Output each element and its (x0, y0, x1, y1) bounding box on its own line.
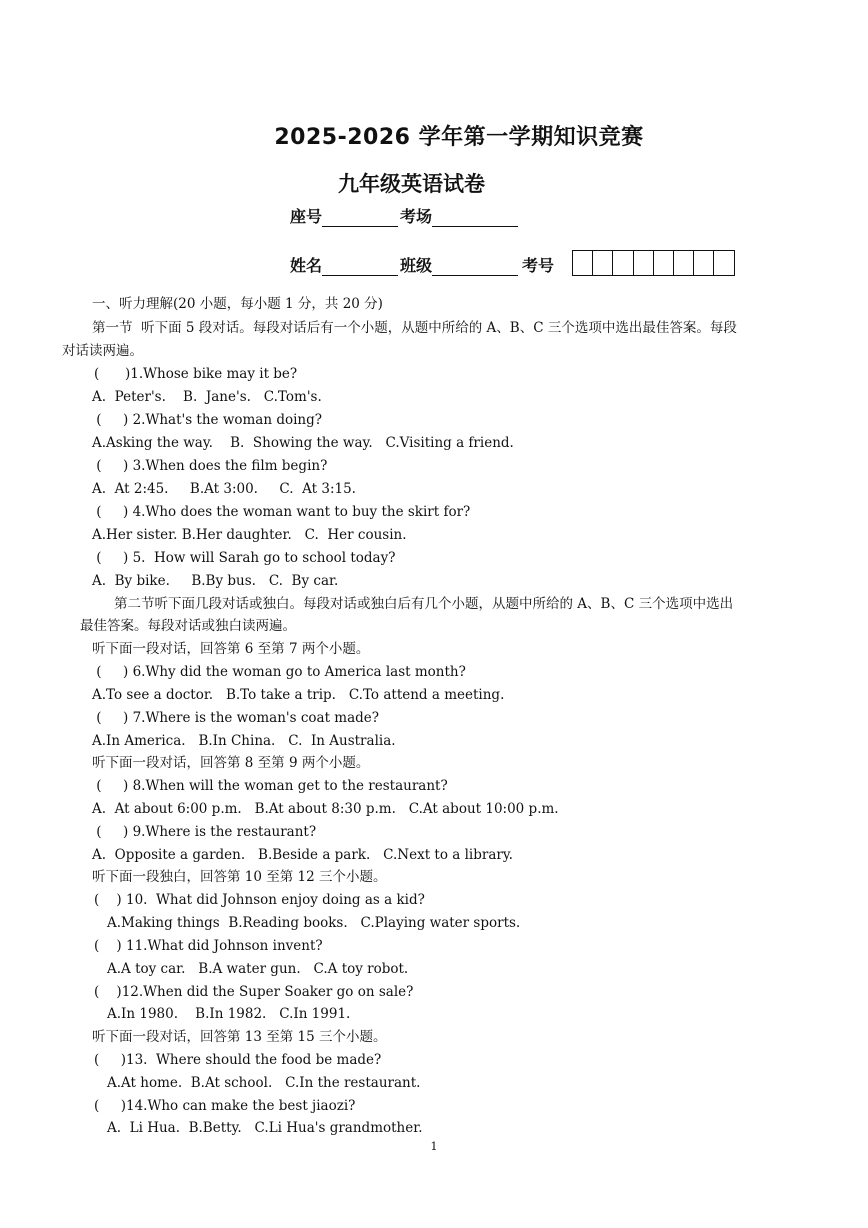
id-box[interactable] (674, 251, 694, 275)
question-line: ( )13. Where should the food be made? (94, 1052, 382, 1068)
seat-room-row (290, 204, 520, 227)
section-heading: 一、听力理解(20 小题，每小题 1 分，共 20 分) (92, 296, 383, 312)
options-line: A.Asking the way. B. Showing the way. C.Visiting a friend. (92, 435, 514, 451)
options-line: A.To see a doctor. B.To take a trip. C.To attend a meeting. (92, 687, 505, 703)
question-line: ( )1.Whose bike may it be? (94, 366, 298, 382)
options-line: A. By bike. B.By bus. C. By car. (92, 573, 339, 589)
options-line: A.A toy car. B.A water gun. C.A toy robot. (107, 961, 409, 977)
question-line: ( ) 4.Who does the woman want to buy the skirt for? (92, 504, 471, 520)
options-line: A.Making things B.Reading books. C.Playing water sports. (107, 915, 521, 931)
id-box[interactable] (613, 251, 633, 275)
instruction-line: 听下面一段独白，回答第 10 至第 12 三个小题。 (92, 869, 387, 885)
question-line: ( ) 3.When does the film begin? (92, 458, 328, 474)
id-box[interactable] (634, 251, 654, 275)
options-line: A. Opposite a garden. B.Beside a park. C.Next to a library. (92, 847, 513, 863)
exam-title: 2025-2026 学年第一学期知识竞赛 (274, 125, 644, 150)
seat-field[interactable] (322, 208, 398, 227)
question-line: ( )14.Who can make the best jiaozi? (94, 1098, 356, 1114)
page-number: 1 (430, 1140, 438, 1153)
room-label: 考场 (400, 207, 433, 226)
name-field[interactable] (322, 257, 398, 276)
id-box[interactable] (714, 251, 733, 275)
options-line: A.Her sister. B.Her daughter. C. Her cousin. (92, 527, 407, 543)
id-box[interactable] (573, 251, 593, 275)
instruction-line: 听下面一段对话，回答第 6 至第 7 两个小题。 (92, 641, 370, 657)
seat-label: 座号 (290, 207, 323, 226)
question-line: ( ) 7.Where is the woman's coat made? (92, 710, 380, 726)
question-line: ( ) 10. What did Johnson enjoy doing as a kid? (94, 892, 425, 908)
question-line: ( ) 6.Why did the woman go to America last month? (92, 664, 466, 680)
options-line: A. At 2:45. B.At 3:00. C. At 3:15. (92, 481, 356, 497)
instruction-line: 第一节 听下面 5 段对话。每段对话后有一个小题，从题中所给的 A、B、C 三个选项中选出最佳答案。每段 (92, 320, 737, 336)
question-line: ( )12.When did the Super Soaker go on sale? (94, 984, 414, 1000)
options-line: A. Peter's. B. Jane's. C.Tom's. (92, 389, 322, 405)
options-line: A. At about 6:00 p.m. B.At about 8:30 p.m. C.At about 10:00 p.m. (92, 801, 559, 817)
id-box[interactable] (593, 251, 613, 275)
name-class-id-row (290, 250, 735, 276)
options-line: A. Li Hua. B.Betty. C.Li Hua's grandmother. (107, 1120, 423, 1136)
instruction-line: 听下面一段对话，回答第 8 至第 9 两个小题。 (92, 755, 370, 771)
exam-id-boxes[interactable] (572, 250, 735, 276)
exam-subtitle: 九年级英语试卷 (338, 172, 485, 196)
question-line: ( ) 11.What did Johnson invent? (94, 938, 323, 954)
options-line: A.In America. B.In China. C. In Australia. (92, 733, 396, 749)
class-label: 班级 (400, 256, 433, 275)
instruction-line: 对话读两遍。 (62, 343, 143, 359)
room-field[interactable] (432, 208, 518, 227)
options-line: A.At home. B.At school. C.In the restaurant. (107, 1075, 421, 1091)
instruction-line: 听下面一段对话，回答第 13 至第 15 三个小题。 (92, 1029, 387, 1045)
instruction-line: 第二节听下面几段对话或独白。每段对话或独白后有几个小题，从题中所给的 A、B、C 三个选项中选出 (114, 596, 734, 612)
name-label: 姓名 (290, 256, 323, 275)
id-label: 考号 (522, 256, 555, 275)
question-line: ( ) 8.When will the woman get to the restaurant? (92, 778, 448, 794)
id-box[interactable] (694, 251, 714, 275)
question-line: ( ) 9.Where is the restaurant? (92, 824, 317, 840)
question-line: ( ) 5. How will Sarah go to school today? (92, 550, 396, 566)
instruction-line: 最佳答案。每段对话或独白读两遍。 (80, 618, 296, 634)
question-line: ( ) 2.What's the woman doing? (92, 412, 323, 428)
id-box[interactable] (654, 251, 674, 275)
options-line: A.In 1980. B.In 1982. C.In 1991. (107, 1006, 351, 1022)
class-field[interactable] (432, 257, 518, 276)
